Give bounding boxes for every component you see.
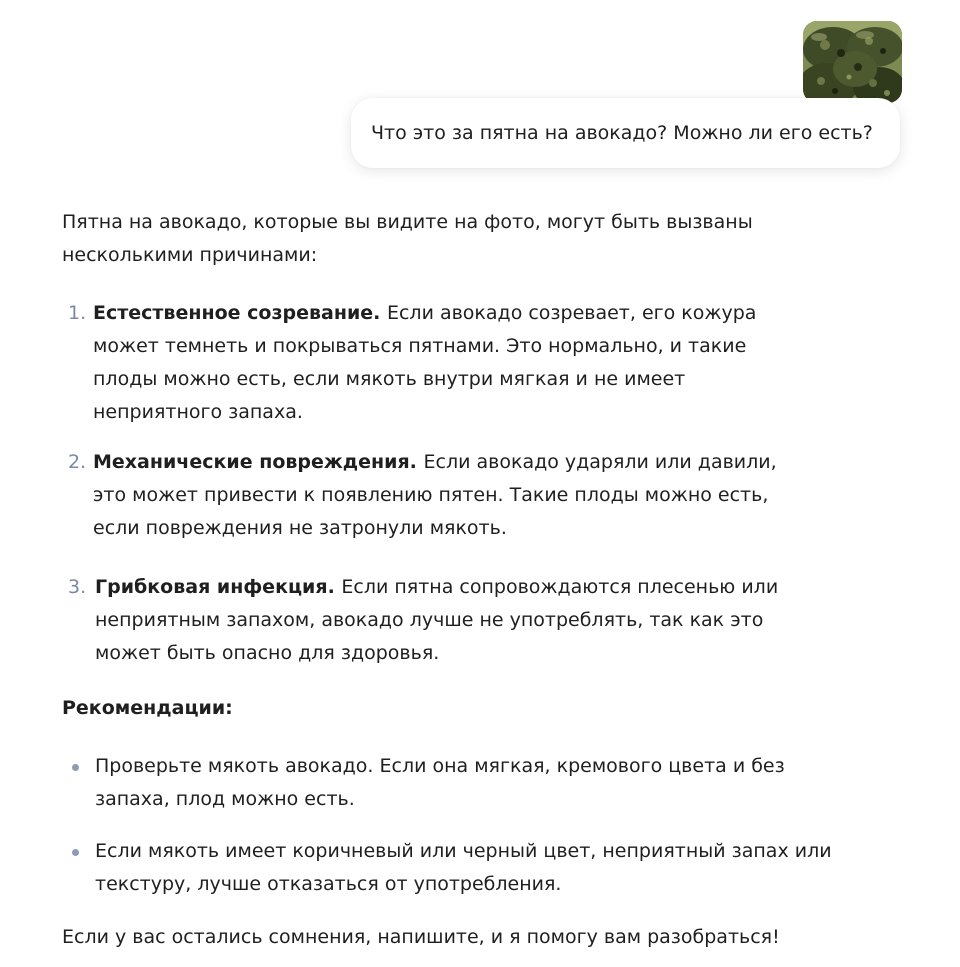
cause-text: Если пятна сопровождаются плесенью или неприятным запахом, авокадо лучше не употреблять, так как это может быть опасно для здоровья. (95, 576, 779, 664)
answer-outro: Если у вас остались сомнения, напишите, и я помогу вам разобраться! (62, 926, 780, 948)
recommendations-heading: Рекомендации: (62, 697, 233, 719)
cause-text: Если авокадо созревает, его кожура может темнеть и покрываться пятнами. Это нормально, и такие плоды можно есть, если мякоть внутри мягкая и не имеет неприятного запаха. (93, 302, 757, 423)
cause-item (62, 571, 825, 670)
bullet-icon (72, 764, 79, 771)
recommendations-list (62, 750, 922, 901)
cause-item (62, 297, 783, 429)
recommendation-text: Если мякоть имеет коричневый или черный цвет, неприятный запах или текстуру, лучше отказаться от употребления. (95, 840, 832, 895)
causes-list (62, 297, 922, 670)
bullet-icon (72, 849, 79, 856)
user-message-text: Что это за пятна на авокадо? Можно ли его есть? (371, 122, 873, 144)
cause-title: Естественное созревание. (93, 302, 387, 324)
recommendation-item (62, 835, 875, 901)
cause-text: Если авокадо ударяли или давили, это может привести к появлению пятен. Такие плоды можно есть, если повреждения не затронули мякоть. (93, 451, 777, 539)
answer-intro: Пятна на авокадо, которые вы видите на фото, могут быть вызваны несколькими причинами: (62, 211, 753, 266)
list-number: 1. (68, 302, 87, 324)
cause-item (62, 446, 813, 545)
avocado-photo[interactable] (803, 21, 902, 103)
avocado-photo-image (803, 21, 902, 103)
recommendation-text: Проверьте мякоть авокадо. Если она мягкая, кремового цвета и без запаха, плод можно есть. (95, 755, 785, 810)
list-number: 3. (68, 576, 87, 598)
assistant-answer (62, 206, 922, 954)
cause-title: Грибковая инфекция. (95, 576, 342, 598)
list-number: 2. (68, 451, 87, 473)
cause-title: Механические повреждения. (93, 451, 424, 473)
user-message-bubble (351, 98, 900, 168)
recommendation-item (62, 750, 865, 816)
